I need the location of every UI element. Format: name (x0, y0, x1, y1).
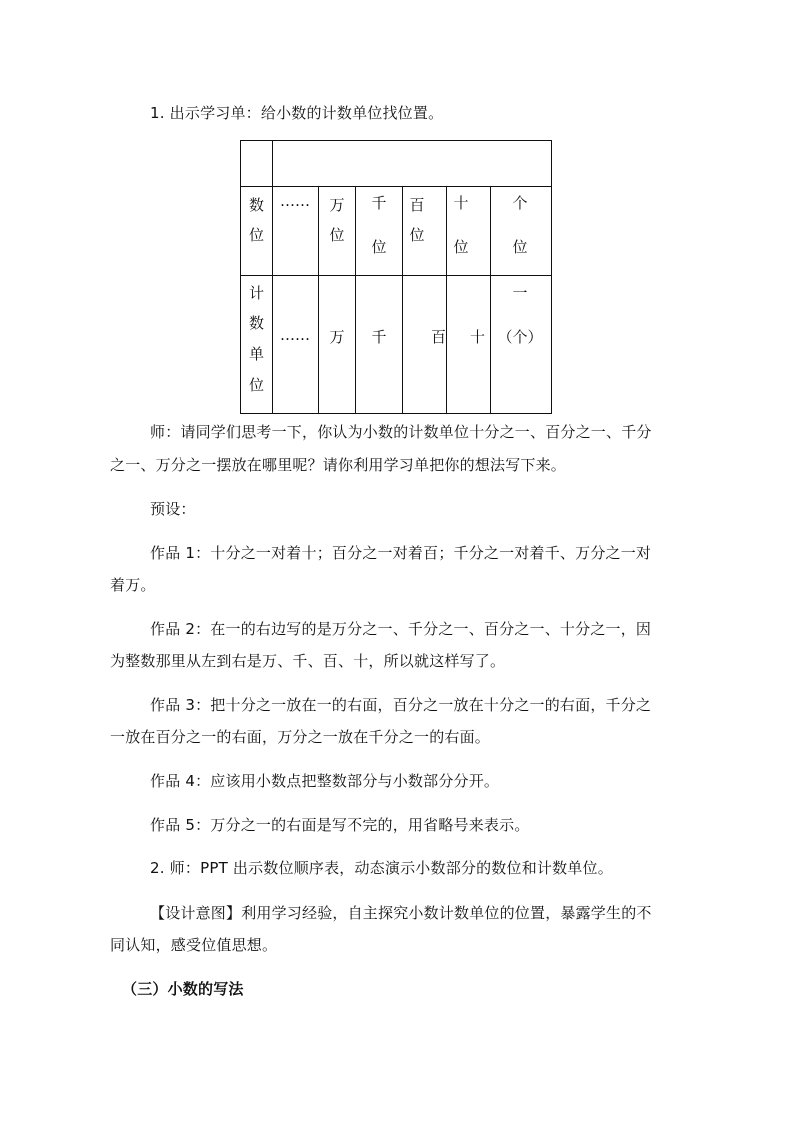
unit-row-label-char: 计 (248, 284, 264, 302)
table-row-divider (241, 186, 551, 187)
unit-yi: 一 (512, 284, 528, 302)
unit-wan: 万 (329, 328, 345, 346)
teacher-question-line-2: 之一、万分之一摆放在哪里呢？请你利用学习单把你的想法写下来。 (110, 456, 567, 474)
digit-wan: 万 (329, 196, 345, 214)
unit-row-ellipsis: …… (280, 326, 310, 344)
unit-bai: 百 (430, 328, 446, 346)
design-intent-line-2: 同认知，感受位值思想。 (110, 936, 278, 954)
table-row-divider (241, 275, 551, 276)
work-1-line-2: 着万。 (110, 576, 156, 594)
work-4: 作品 4：应该用小数点把整数部分与小数部分分开。 (150, 772, 500, 790)
work-3-line-2: 一放在百分之一的右面，万分之一放在千分之一的右面。 (110, 728, 491, 746)
step-1-heading: 1. 出示学习单：给小数的计数单位找位置。 (150, 104, 444, 122)
unit-row-label-char: 单 (248, 345, 264, 363)
table-col-divider (446, 186, 447, 413)
unit-row-label-char: 位 (248, 376, 264, 394)
work-5: 作品 5：万分之一的右面是写不完的，用省略号来表示。 (150, 816, 530, 834)
table-col-divider (355, 186, 356, 413)
table-col-divider (272, 141, 273, 413)
digit-wan-wei: 位 (329, 226, 345, 244)
preset-label: 预设： (150, 500, 196, 518)
section-heading: （三）小数的写法 (122, 980, 244, 998)
digit-ge-wei: 位 (512, 238, 528, 256)
digit-ge: 个 (512, 194, 528, 212)
digit-qian: 千 (371, 194, 387, 212)
digit-shi-wei: 位 (453, 238, 469, 256)
digit-shi: 十 (453, 194, 469, 212)
place-value-table (240, 140, 552, 414)
work-2-line-2: 为整数那里从左到右是万、千、百、十，所以就这样写了。 (110, 652, 506, 670)
table-col-divider (318, 186, 319, 413)
table-col-divider (402, 186, 403, 413)
digit-row-label-char: 位 (248, 226, 264, 244)
step-2: 2. 师：PPT 出示数位顺序表，动态演示小数部分的数位和计数单位。 (150, 859, 613, 877)
design-intent-line-1: 【设计意图】利用学习经验，自主探究小数计数单位的位置，暴露学生的不 (150, 904, 652, 922)
digit-bai-wei: 位 (409, 226, 425, 244)
work-3-line-1: 作品 3：把十分之一放在一的右面，百分之一放在十分之一的右面，千分之 (150, 696, 652, 714)
unit-row-label-char: 数 (248, 314, 264, 332)
unit-shi: 十 (469, 328, 485, 346)
work-2-line-1: 作品 2：在一的右边写的是万分之一、千分之一、百分之一、十分之一，因 (150, 620, 652, 638)
unit-qian: 千 (371, 328, 387, 346)
digit-row-ellipsis: …… (280, 192, 310, 210)
digit-qian-wei: 位 (371, 238, 387, 256)
teacher-question-line-1: 师：请同学们思考一下，你认为小数的计数单位十分之一、百分之一、千分 (150, 423, 652, 441)
work-1-line-1: 作品 1：十分之一对着十；百分之一对着百；千分之一对着千、万分之一对 (150, 544, 652, 562)
digit-row-label-char: 数 (248, 196, 264, 214)
unit-ge: （个） (497, 328, 543, 346)
digit-bai: 百 (409, 196, 425, 214)
